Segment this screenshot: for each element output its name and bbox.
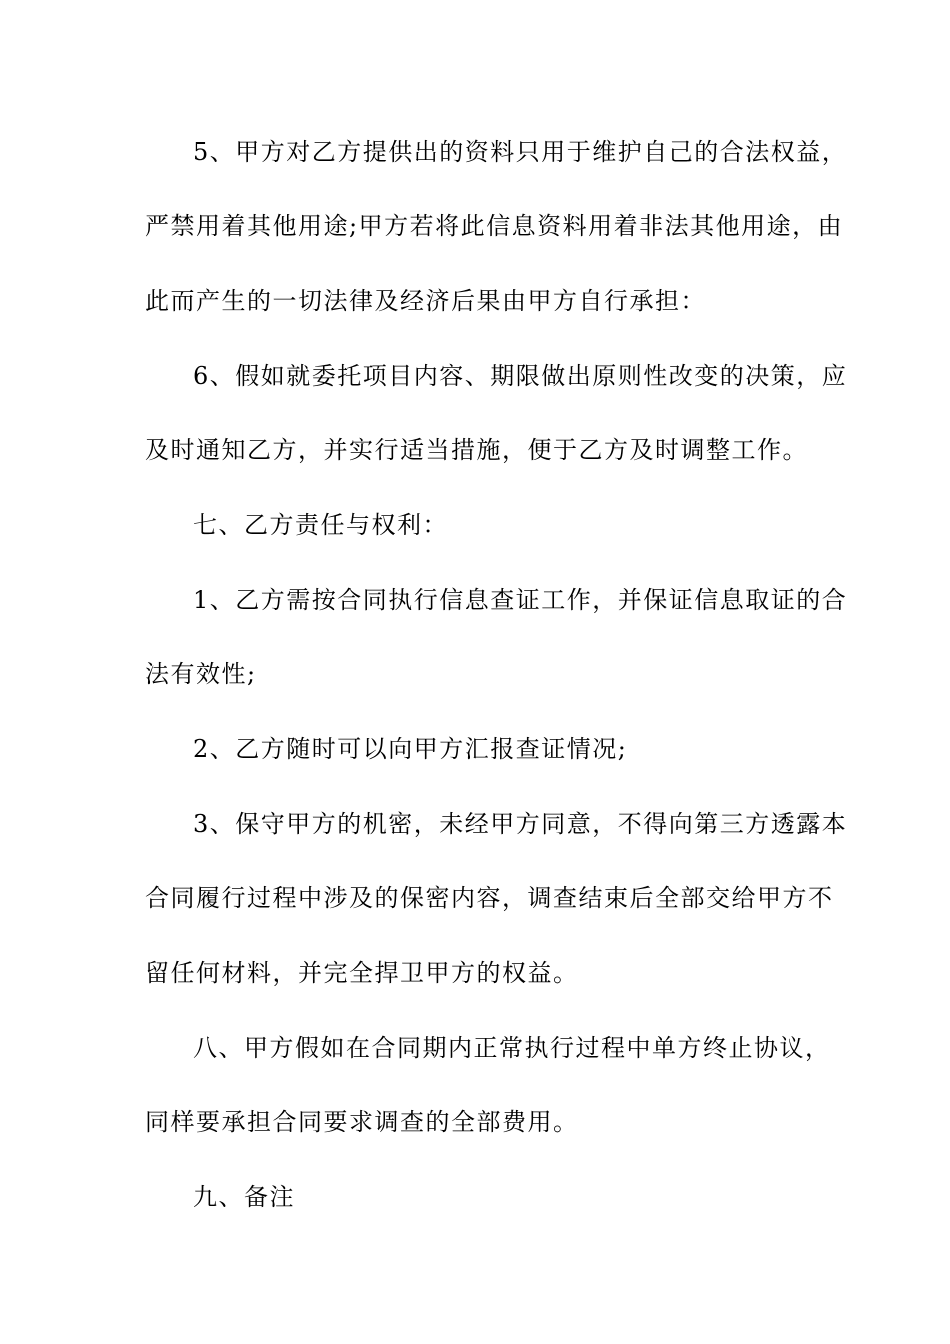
text-line: 此而产生的一切法律及经济后果由甲方自行承担： [145, 287, 706, 315]
text-line: 合同履行过程中涉及的保密内容，调查结束后全部交给甲方不 [145, 884, 834, 912]
text-line: 1、乙方需按合同执行信息查证工作，并保证信息取证的合 [193, 586, 848, 614]
text-line: 及时通知乙方，并实行适当措施，便于乙方及时调整工作。 [145, 436, 808, 464]
text-line: 同样要承担合同要求调查的全部费用。 [145, 1108, 579, 1136]
text-line: 2、乙方随时可以向甲方汇报查证情况; [193, 735, 628, 763]
text-line: 留任何材料，并完全捍卫甲方的权益。 [145, 959, 579, 987]
section-heading: 八、甲方假如在合同期内正常执行过程中单方终止协议， [193, 1034, 831, 1062]
text-line: 法有效性; [145, 660, 257, 688]
text-line: 5、甲方对乙方提供出的资料只用于维护自己的合法权益， [193, 138, 848, 166]
section-heading: 七、乙方责任与权利： [193, 511, 448, 539]
text-line: 3、保守甲方的机密，未经甲方同意，不得向第三方透露本 [193, 810, 848, 838]
section-heading: 九、备注 [193, 1183, 295, 1211]
text-line: 6、假如就委托项目内容、期限做出原则性改变的决策，应 [193, 362, 848, 390]
text-line: 严禁用着其他用途;甲方若将此信息资料用着非法其他用途，由 [145, 212, 844, 240]
